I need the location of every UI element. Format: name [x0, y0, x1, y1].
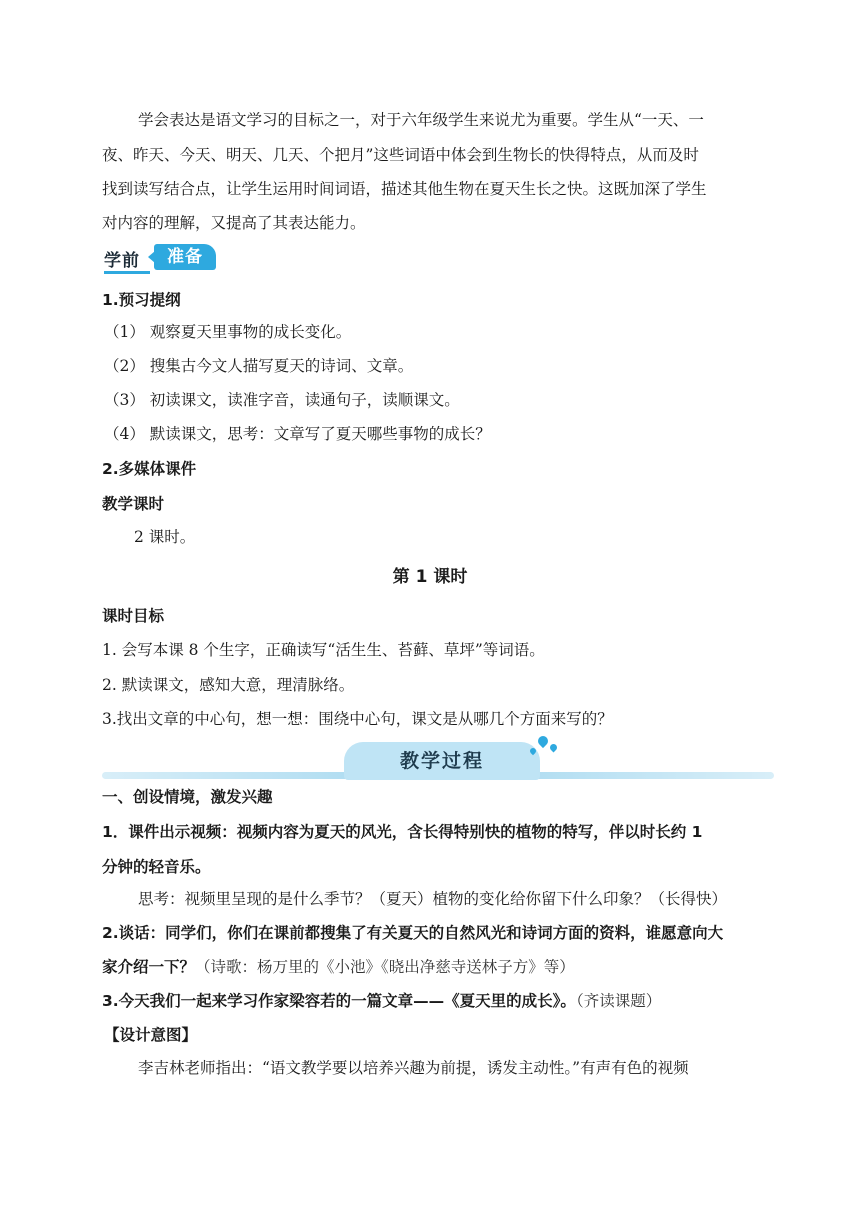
- process-section-1: 一、创设情境，激发兴趣: [102, 788, 273, 806]
- process-step-2-question: 家介绍一下？: [102, 958, 196, 976]
- process-step-2-line-1: 2.谈话：同学们，你们在课前都搜集了有关夏天的自然风光和诗词方面的资料，谁愿意向大: [102, 924, 724, 942]
- badge-underline: [104, 271, 150, 274]
- prep-item: （4） 默读课文，思考：文章写了夏天哪些事物的成长？: [104, 425, 491, 443]
- goal-item: 3.找出文章的中心句，想一想：围绕中心句，课文是从哪几个方面来写的？: [102, 710, 613, 728]
- process-think: 思考：视频里呈现的是什么季节？（夏天）植物的变化给你留下什么印象？（长得快）: [138, 890, 728, 908]
- process-step-1-line-1: 1．课件出示视频：视频内容为夏天的风光，含长得特别快的植物的特写，伴以时长约 1: [102, 823, 703, 841]
- process-step-3-note: （齐读课题）: [575, 992, 662, 1010]
- process-step-3: [102, 991, 661, 1011]
- goals-heading: 课时目标: [102, 607, 165, 625]
- intro-line-1: 学会表达是语文学习的目标之一，对于六年级学生来说尤为重要。学生从“一天、一: [138, 111, 704, 129]
- goal-item: 2. 默读课文，感知大意，理清脉络。: [102, 676, 355, 694]
- section-badge-prep: [104, 244, 216, 274]
- process-step-1-line-2: 分钟的轻音乐。: [102, 858, 211, 876]
- banner-title: 教学过程: [399, 750, 484, 772]
- badge-right-text: 准备: [154, 244, 216, 270]
- process-step-3-text: 3.今天我们一起来学习作家梁容若的一篇文章——《夏天里的成长》。: [102, 992, 576, 1010]
- design-intent-heading: 【设计意图】: [104, 1026, 198, 1044]
- prep-item: （1） 观察夏天里事物的成长变化。: [104, 323, 352, 341]
- intro-line-4: 对内容的理解，又提高了其表达能力。: [102, 214, 366, 232]
- prep-item: （3） 初读课文，读准字音，读通句子，读顺课文。: [104, 391, 460, 409]
- process-step-2-note: （诗歌：杨万里的《小池》《晓出净慈寺送林子方》等）: [195, 958, 575, 976]
- lesson-title: 第 1 课时: [392, 567, 468, 587]
- badge-left-text: 学前: [104, 251, 140, 271]
- goal-item: 1. 会写本课 8 个生字，正确读写“活生生、苔藓、草坪”等词语。: [102, 641, 545, 659]
- process-step-2-line-2: [102, 957, 575, 977]
- intro-line-3: 找到读写结合点，让学生运用时间词语，描述其他生物在夏天生长之快。这既加深了学生: [102, 180, 707, 198]
- section-banner-process: [102, 732, 774, 784]
- prep-item: （2） 搜集古今文人描写夏天的诗词、文章。: [104, 357, 414, 375]
- prep-hours-text: 2 课时。: [134, 528, 196, 546]
- prep-heading-media: 2.多媒体课件: [102, 460, 197, 478]
- prep-heading-outline: 1.预习提纲: [102, 291, 181, 309]
- prep-heading-hours: 教学课时: [102, 495, 165, 513]
- design-intent-text: 李吉林老师指出：“语文教学要以培养兴趣为前提，诱发主动性。”有声有色的视频: [138, 1059, 689, 1077]
- water-drop-icon: [549, 743, 559, 753]
- intro-line-2: 夜、昨天、今天、明天、几天、个把月”这些词语中体会到生物长的快得特点，从而及时: [102, 146, 699, 164]
